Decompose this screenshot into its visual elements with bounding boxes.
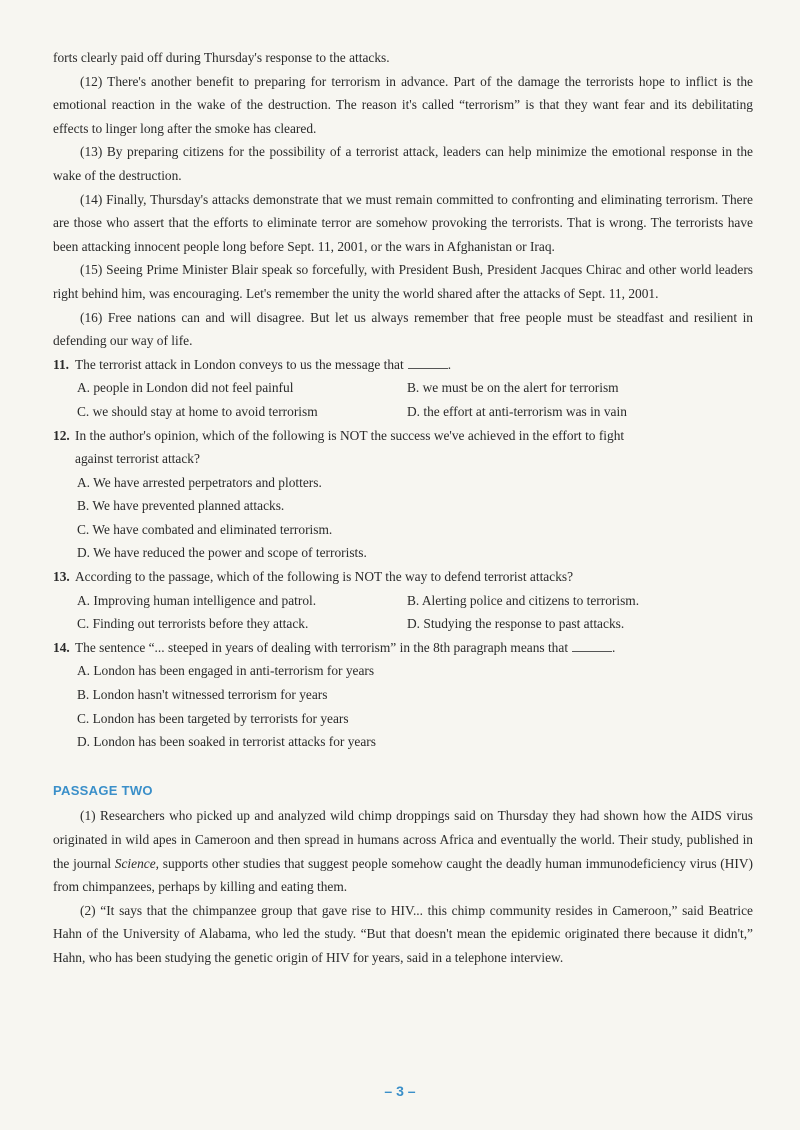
question-number: 14. [53, 639, 70, 655]
question-stem: The terrorist attack in London conveys to us the message that [75, 356, 404, 372]
document-page [53, 46, 753, 970]
option-b: B. We have prevented planned attacks. [77, 498, 285, 514]
question-14 [53, 636, 753, 660]
passage-two-paragraph-2: (2) “It says that the chimpanzee group that gave rise to HIV... this chimp community resides in Cameroon,” said Beatrice Hahn of the University of Alabama, who led the study. “But that doesn't mean the epidemic originated there because it didn't,” Hahn, who has been studying the genetic origin of HIV for years, said in a telephone interview. [53, 902, 753, 965]
question-stem: According to the passage, which of the following is NOT the way to defend terrorist attacks? [75, 569, 574, 585]
options-14 [53, 659, 753, 753]
question-number: 11. [53, 356, 69, 372]
option-d: D. We have reduced the power and scope of terrorists. [77, 545, 367, 561]
question-stem: In the author's opinion, which of the following is NOT the success we've achieved in the effort to fight [75, 427, 625, 443]
option-d: D. Studying the response to past attacks. [407, 616, 625, 632]
paragraph-11-continued: forts clearly paid off during Thursday's response to the attacks. [53, 50, 390, 65]
page-number: – 3 – [384, 1083, 416, 1099]
option-a: A. people in London did not feel painful [77, 380, 294, 396]
option-d: D. London has been soaked in terrorist attacks for years [77, 734, 376, 750]
question-number: 13. [53, 569, 70, 585]
paragraph-13: (13) By preparing citizens for the possibility of a terrorist attack, leaders can help minimize the emotional response in the wake of the destruction. [53, 144, 753, 183]
option-a: A. London has been engaged in anti-terrorism for years [77, 663, 375, 679]
blank-end: . [447, 356, 452, 372]
question-12 [53, 424, 753, 448]
paragraph-text: (1) Researchers who picked up and analyzed wild chimp droppings said on Thursday they had shown how the AIDS virus originated in wild apes in Cameroon and then spread in humans across Africa and eventually the world. Their study, published in the journal [53, 808, 753, 871]
option-c: C. Finding out terrorists before they attack. [77, 616, 309, 632]
blank-end: . [612, 639, 616, 655]
question-number: 12. [53, 427, 70, 443]
option-b: B. we must be on the alert for terrorism [407, 380, 619, 396]
option-d: D. the effort at anti-terrorism was in vain [407, 403, 627, 419]
option-c: C. London has been targeted by terrorists for years [77, 710, 349, 726]
options-11 [53, 376, 753, 423]
option-a: A. We have arrested perpetrators and plotters. [77, 474, 322, 490]
options-12 [53, 471, 753, 565]
option-b: B. Alerting police and citizens to terrorism. [407, 592, 640, 608]
option-b: B. London hasn't witnessed terrorism for years [77, 687, 328, 703]
paragraph-text: supports other studies that suggest people somehow caught the deadly human immunodeficiency virus (HIV) from chimpanzees, perhaps by killing and eating them. [53, 855, 753, 895]
question-13 [53, 565, 753, 589]
paragraph-15: (15) Seeing Prime Minister Blair speak so forcefully, with President Bush, President Jacques Chirac and other world leaders right behind him, was encouraging. Let's remember the unity the world shared after the attacks of Sept. 11, 2001. [53, 262, 753, 301]
journal-title: Science, [114, 855, 160, 871]
passage-two-paragraph-1 [53, 804, 753, 898]
section-heading: PASSAGE TWO [53, 782, 153, 798]
paragraph-14: (14) Finally, Thursday's attacks demonstrate that we must remain committed to confronting and eliminating terrorism. There are those who assert that the efforts to eliminate terror are somehow provoking the terrorists. That is wrong. The terrorists have been attacking innocent people long before Sept. 11, 2001, or the wars in Afghanistan or Iraq. [53, 191, 753, 254]
answer-blank [572, 639, 612, 652]
options-13 [53, 589, 753, 636]
option-c: C. we should stay at home to avoid terrorism [77, 403, 318, 419]
question-11 [53, 353, 753, 377]
question-stem: The sentence “... steeped in years of dealing with terrorism” in the 8th paragraph means that [75, 639, 569, 655]
answer-blank [408, 356, 448, 369]
paragraph-12: (12) There's another benefit to preparing for terrorism in advance. Part of the damage the terrorists hope to inflict is the emotional reaction in the wake of the destruction. The reason it's called “terrorism” is that they want fear and its debilitating effects to linger long after the smoke has cleared. [53, 73, 753, 136]
option-a: A. Improving human intelligence and patrol. [77, 592, 317, 608]
option-c: C. We have combated and eliminated terrorism. [77, 521, 333, 537]
question-stem-continued: against terrorist attack? [75, 451, 200, 467]
paragraph-16: (16) Free nations can and will disagree. But let us always remember that free people must be steadfast and resilient in defending our way of life. [53, 309, 753, 349]
